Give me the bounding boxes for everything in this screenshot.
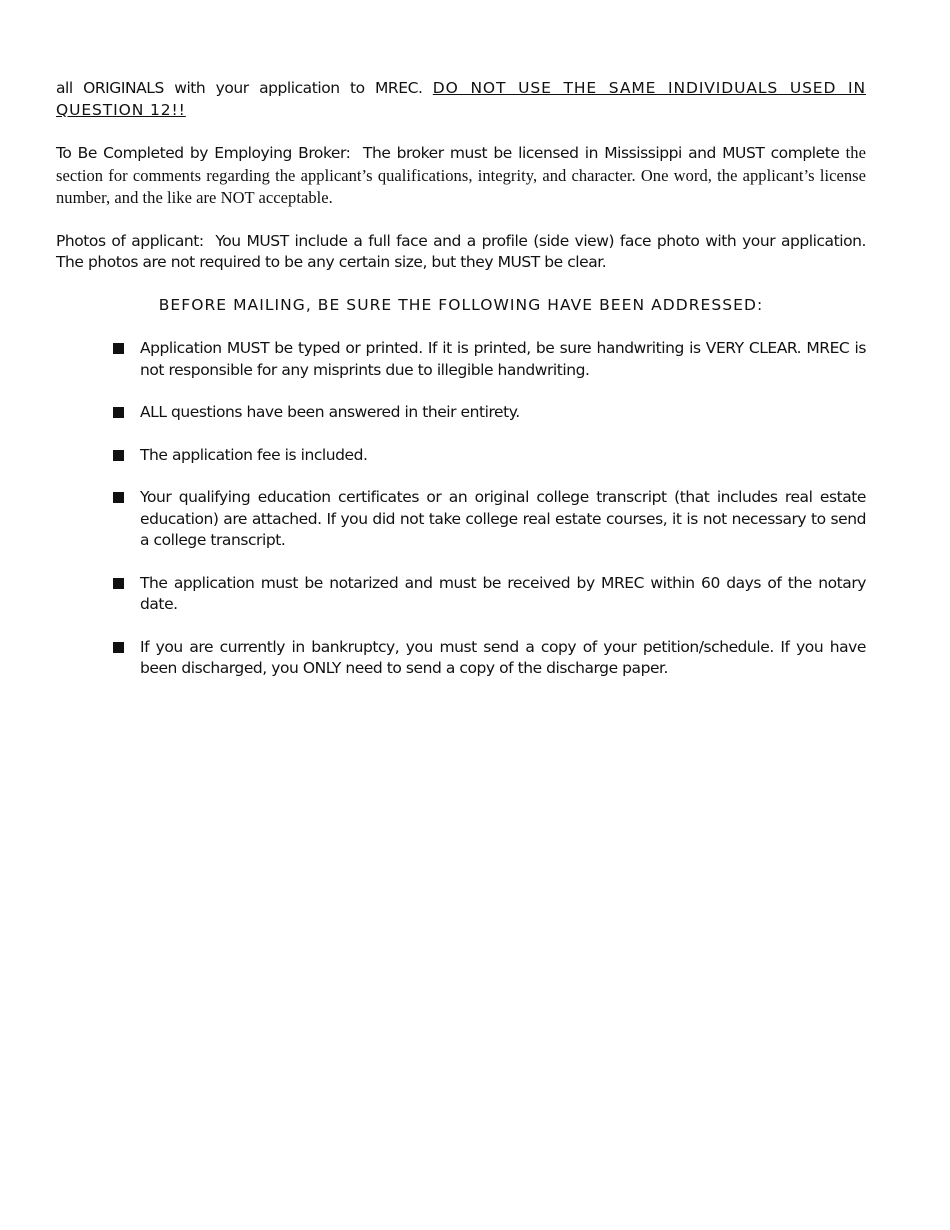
checklist-item (112, 573, 866, 616)
checklist-item (112, 402, 866, 424)
checklist-item-text: ALL questions have been answered in their entirety. (140, 403, 520, 421)
checklist-item (112, 487, 866, 552)
broker-label: To Be Completed by Employing Broker: (56, 144, 351, 162)
checklist-item-text: The application must be notarized and must be received by MREC within 60 days of the notary date. (140, 573, 866, 613)
checklist-item (112, 637, 866, 680)
photos-label: Photos of applicant: (56, 231, 204, 250)
checklist-heading: BEFORE MAILING, BE SURE THE FOLLOWING HAVE BEEN ADDRESSED: (158, 295, 764, 314)
broker-paragraph (56, 142, 866, 210)
square-bullet-icon (113, 343, 124, 354)
photos-text: You MUST include a full face and a profile (side view) face photo with your application. The photos are not required to be any certain size, but they MUST be clear. (56, 231, 866, 271)
square-bullet-icon (113, 450, 124, 461)
checklist-item-text: Your qualifying education certificates or an original college transcript (that includes real estate education) are attached. If you did not take college real estate courses, it is not necessary to send a college transcript. (140, 488, 866, 549)
originals-paragraph (56, 78, 866, 121)
originals-text: all ORIGINALS with your application to MREC. (56, 79, 423, 97)
square-bullet-icon (113, 407, 124, 418)
broker-text: The broker must be licensed in Mississippi and MUST complete (362, 144, 840, 162)
checklist (56, 338, 866, 680)
square-bullet-icon (113, 642, 124, 653)
square-bullet-icon (113, 578, 124, 589)
checklist-item-text: If you are currently in bankruptcy, you must send a copy of your petition/schedule. If you have been discharged, you ONLY need to send a copy of the discharge paper. (140, 637, 866, 677)
checklist-item (112, 445, 866, 467)
originals-warning: DO NOT USE THE SAME INDIVIDUALS USED IN QUESTION 12!! (56, 79, 867, 119)
document-page (56, 78, 866, 701)
checklist-item (112, 338, 866, 381)
broker-serif-text: the section for comments regarding the applicant’s qualifications, integrity, and character. One word, the applicant’s license number, and the like are NOT acceptable. (56, 143, 866, 207)
square-bullet-icon (113, 492, 124, 503)
photos-paragraph (56, 231, 866, 274)
checklist-item-text: Application MUST be typed or printed. If it is printed, be sure handwriting is VERY CLEAR. MREC is not responsible for any misprints due to illegible handwriting. (140, 339, 866, 379)
checklist-item-text: The application fee is included. (140, 445, 368, 464)
